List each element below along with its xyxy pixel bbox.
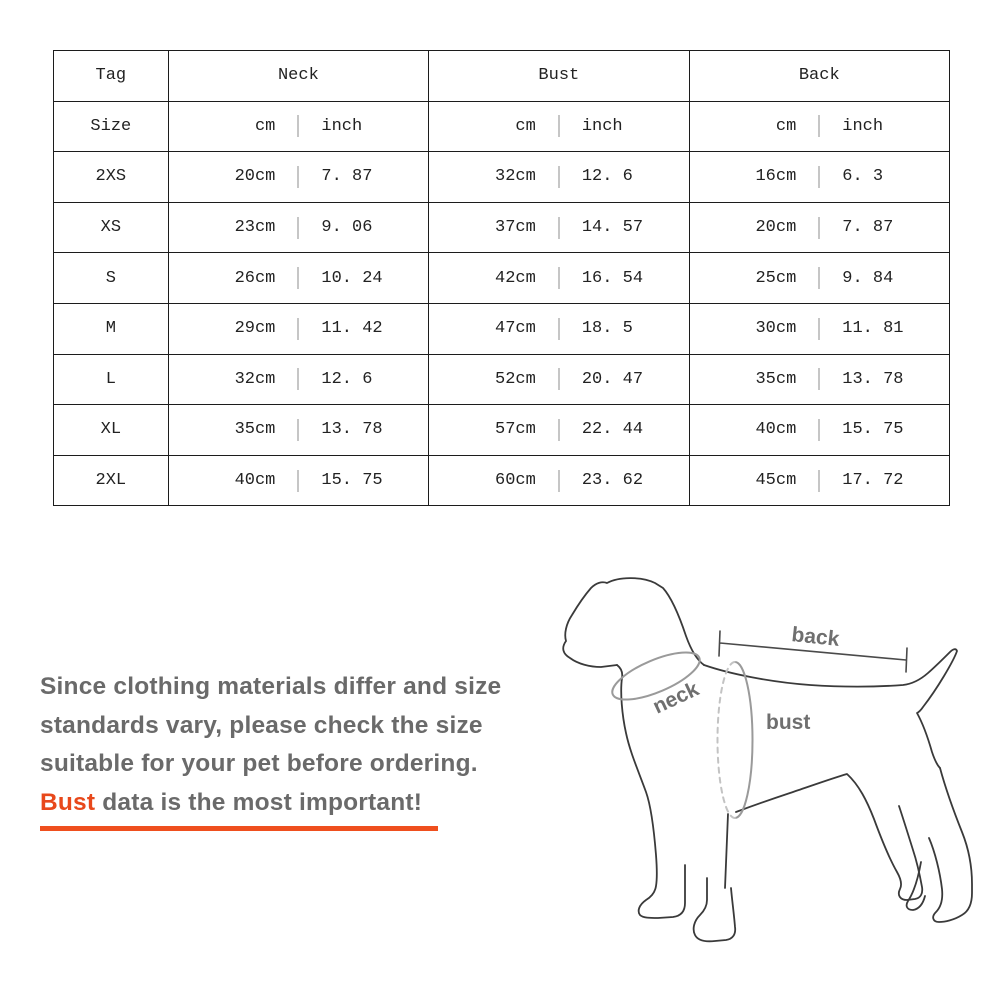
table-row bbox=[54, 303, 950, 354]
size-cell: XL bbox=[54, 405, 169, 456]
neck-units-cell bbox=[168, 101, 428, 152]
neck-cell bbox=[168, 253, 428, 304]
back-label: back bbox=[790, 623, 841, 651]
neck-label: neck bbox=[649, 677, 703, 719]
neck-cm-value: 26cm bbox=[234, 268, 276, 288]
bust-cell bbox=[429, 455, 689, 506]
unit-cm-label: cm bbox=[775, 116, 797, 136]
back-inch-value: 13. 78 bbox=[842, 369, 904, 389]
size-cell: XS bbox=[54, 202, 169, 253]
back-inch-value: 15. 75 bbox=[842, 420, 904, 440]
neck-cell bbox=[168, 303, 428, 354]
table-row bbox=[54, 354, 950, 405]
bust-inch-value: 20. 47 bbox=[581, 369, 644, 389]
neck-cell bbox=[168, 405, 428, 456]
dog-rear-leg-near bbox=[736, 774, 922, 900]
back-header-cell: Back bbox=[689, 51, 949, 102]
neck-inch-value: 7. 87 bbox=[321, 167, 373, 187]
unit-cm-label: cm bbox=[515, 116, 536, 136]
dog-measurement-diagram bbox=[535, 550, 995, 970]
back-cm-value: 16cm bbox=[755, 167, 797, 187]
bust-cm-value: 47cm bbox=[495, 319, 536, 339]
bust-inch-value: 23. 62 bbox=[581, 471, 644, 491]
neck-cm-value: 20cm bbox=[234, 167, 276, 187]
neck-cell bbox=[168, 202, 428, 253]
bust-cell bbox=[429, 253, 689, 304]
bust-highlight: Bust bbox=[40, 788, 96, 816]
note-line: suitable for your pet before ordering. bbox=[40, 750, 478, 777]
back-inch-value: 7. 87 bbox=[842, 218, 894, 238]
dog-head-outline bbox=[563, 578, 704, 667]
bust-inch-value: 18. 5 bbox=[581, 319, 633, 339]
dog-front-leg-far bbox=[694, 814, 736, 941]
bust-header-cell: Bust bbox=[429, 51, 689, 102]
sizing-note bbox=[40, 668, 540, 822]
unit-cm-label: cm bbox=[254, 116, 276, 136]
neck-inch-value: 10. 24 bbox=[321, 268, 383, 288]
back-units-cell bbox=[689, 101, 949, 152]
back-cm-value: 35cm bbox=[755, 369, 797, 389]
neck-inch-value: 13. 78 bbox=[321, 420, 383, 440]
bust-cm-value: 52cm bbox=[495, 369, 536, 389]
neck-cell bbox=[168, 354, 428, 405]
bust-cm-value: 32cm bbox=[495, 167, 536, 187]
back-cell bbox=[689, 202, 949, 253]
back-inch-value: 17. 72 bbox=[842, 471, 904, 491]
bust-inch-value: 14. 57 bbox=[581, 218, 644, 238]
bust-units-cell bbox=[429, 101, 689, 152]
neck-cm-value: 32cm bbox=[234, 369, 276, 389]
neck-cm-value: 29cm bbox=[234, 319, 276, 339]
back-cell bbox=[689, 303, 949, 354]
bust-cell bbox=[429, 202, 689, 253]
bust-cell bbox=[429, 152, 689, 203]
back-cell bbox=[689, 405, 949, 456]
dog-rear-leg-back bbox=[929, 768, 972, 922]
bust-cell bbox=[429, 354, 689, 405]
unit-inch-label: inch bbox=[581, 116, 623, 136]
neck-inch-value: 15. 75 bbox=[321, 471, 383, 491]
unit-inch-label: inch bbox=[321, 116, 363, 136]
header-row-units bbox=[54, 101, 950, 152]
size-cell: L bbox=[54, 354, 169, 405]
unit-inch-label: inch bbox=[842, 116, 884, 136]
back-cm-value: 40cm bbox=[755, 420, 797, 440]
neck-inch-value: 12. 6 bbox=[321, 369, 373, 389]
neck-cm-value: 23cm bbox=[234, 218, 276, 238]
bust-measure-ellipse-solid bbox=[735, 662, 753, 818]
accent-underline bbox=[40, 826, 438, 831]
table-row bbox=[54, 455, 950, 506]
size-header-cell: Size bbox=[54, 101, 169, 152]
bust-inch-value: 22. 44 bbox=[581, 420, 644, 440]
table-row bbox=[54, 253, 950, 304]
bust-measure-ellipse-dashed bbox=[718, 662, 736, 818]
table-row bbox=[54, 152, 950, 203]
bust-cell bbox=[429, 303, 689, 354]
back-cm-value: 30cm bbox=[755, 319, 797, 339]
back-cell bbox=[689, 455, 949, 506]
size-cell: 2XL bbox=[54, 455, 169, 506]
back-cm-value: 25cm bbox=[755, 268, 797, 288]
bust-inch-value: 12. 6 bbox=[581, 167, 633, 187]
bust-cell bbox=[429, 405, 689, 456]
back-cell bbox=[689, 152, 949, 203]
note-line: standards vary, please check the size bbox=[40, 711, 483, 739]
back-cell bbox=[689, 354, 949, 405]
neck-cell bbox=[168, 152, 428, 203]
note-line bbox=[40, 784, 540, 823]
neck-inch-value: 11. 42 bbox=[321, 319, 383, 339]
back-inch-value: 11. 81 bbox=[842, 319, 904, 339]
bust-cm-value: 37cm bbox=[495, 218, 536, 238]
back-inch-value: 6. 3 bbox=[842, 167, 884, 187]
neck-header-cell: Neck bbox=[168, 51, 428, 102]
tag-header-cell: Tag bbox=[54, 51, 169, 102]
note-line-rest: data is the most important! bbox=[95, 788, 423, 816]
table-row bbox=[54, 405, 950, 456]
size-cell: M bbox=[54, 303, 169, 354]
table-row bbox=[54, 202, 950, 253]
size-chart-table bbox=[53, 50, 950, 506]
bust-cm-value: 57cm bbox=[495, 420, 536, 440]
bust-cm-value: 42cm bbox=[495, 268, 536, 288]
bust-label: bust bbox=[766, 711, 811, 734]
neck-cm-value: 40cm bbox=[234, 471, 276, 491]
back-cm-value: 45cm bbox=[755, 471, 797, 491]
note-line: Since clothing materials differ and size bbox=[40, 673, 502, 700]
back-cell bbox=[689, 253, 949, 304]
size-cell: 2XS bbox=[54, 152, 169, 203]
back-inch-value: 9. 84 bbox=[842, 268, 894, 288]
neck-cell bbox=[168, 455, 428, 506]
neck-inch-value: 9. 06 bbox=[321, 218, 373, 238]
size-cell: S bbox=[54, 253, 169, 304]
bust-cm-value: 60cm bbox=[495, 471, 536, 491]
back-cm-value: 20cm bbox=[755, 218, 797, 238]
bust-inch-value: 16. 54 bbox=[581, 268, 644, 288]
neck-cm-value: 35cm bbox=[234, 420, 276, 440]
header-row-groups bbox=[54, 51, 950, 102]
